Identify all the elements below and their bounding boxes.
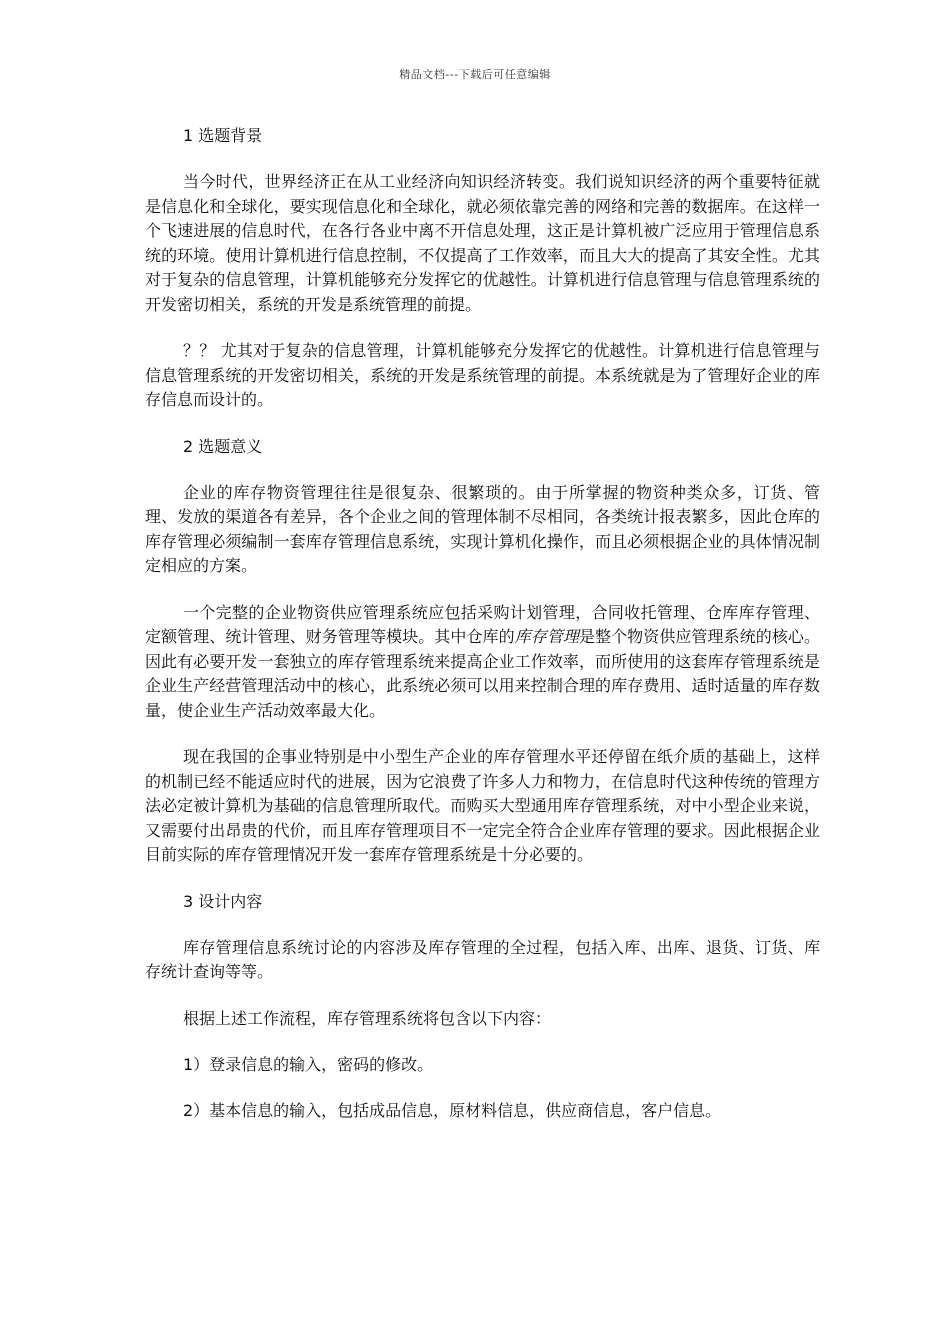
paragraph-significance-2-part-b: 是整个物资供应管理系统的核心。因此有必要开发一套独立的库存管理系统来提高企业工作效率，而所使用的这套库存管理系统是企业生产经营管理活动中的核心，此系统必须可以用来控制合理的库存费用、适时适量的库存数量，使企业生产活动效率最大化。 xyxy=(145,627,820,720)
list-item-basic-info: 2）基本信息的输入，包括成品信息，原材料信息，供应商信息，客户信息。 xyxy=(183,1101,722,1120)
paragraph-significance-2 xyxy=(145,601,820,724)
document-body xyxy=(145,124,820,1145)
paragraph-significance-1: 企业的库存物资管理往往是很复杂、很繁琐的。由于所掌握的物资种类众多，订货、管理、发放的渠道各有差异，各个企业之间的管理体制不尽相同，各类统计报表繁多，因此仓库的库存管理必须编制一套库存管理信息系统，实现计算机化操作，而且必须根据企业的具体情况制定相应的方案。 xyxy=(145,482,820,575)
paragraph-background-2: ？？ 尤其对于复杂的信息管理，计算机能够充分发挥它的优越性。计算机进行信息管理与信息管理系统的开发密切相关，系统的开发是系统管理的前提。本系统就是为了管理好企业的库存信息而设计的。 xyxy=(145,341,820,409)
paragraph-design-content-2: 根据上述工作流程，库存管理系统将包含以下内容： xyxy=(183,1008,552,1028)
section-heading-background: 1 选题背景 xyxy=(183,126,263,145)
paragraph-significance-2-part-a: 一个完整的企业物资供应管理系统应包括采购计划管理，合同收托管理、仓库库存管理、定额管理、统计管理、财务管理等模块。其中仓库的 xyxy=(145,602,820,646)
paragraph-background-1: 当今时代，世界经济正在从工业经济向知识经济转变。我们说知识经济的两个重要特征就是信息化和全球化，要实现信息化和全球化，就必须依靠完善的网络和完善的数据库。在这样一个飞速进展的信息时代，在各行各业中离不开信息处理，这正是计算机被广泛应用于管理信息系统的环境。使用计算机进行信息控制，不仅提高了工作效率，而且大大的提高了其安全性。尤其对于复杂的信息管理，计算机能够充分发挥它的优越性。计算机进行信息管理与信息管理系统的开发密切相关，系统的开发是系统管理的前提。 xyxy=(145,172,820,314)
section-heading-design-content: 3 设计内容 xyxy=(183,891,263,911)
list-item-login-info: 1）登录信息的输入，密码的修改。 xyxy=(183,1055,434,1074)
inventory-management-emphasis: 库存管理 xyxy=(514,627,579,646)
paragraph-design-content-1: 库存管理信息系统讨论的内容涉及库存管理的全过程，包括入库、出库、退货、订货、库存统计查询等等。 xyxy=(145,937,820,981)
section-heading-significance: 2 选题意义 xyxy=(183,436,263,456)
page-watermark-header: 精品文档---下载后可任意编辑 xyxy=(399,68,551,81)
paragraph-significance-3: 现在我国的企事业特别是中小型生产企业的库存管理水平还停留在纸介质的基础上，这样的机制已经不能适应时代的进展，因为它浪费了许多人力和物力，在信息时代这种传统的管理方法必定被计算机为基础的信息管理所取代。而购买大型通用库存管理系统，对中小型企业来说，又需要付出昂贵的代价，而且库存管理项目不一定完全符合企业库存管理的要求。因此根据企业目前实际的库存管理情况开发一套库存管理系统是十分必要的。 xyxy=(145,747,820,864)
